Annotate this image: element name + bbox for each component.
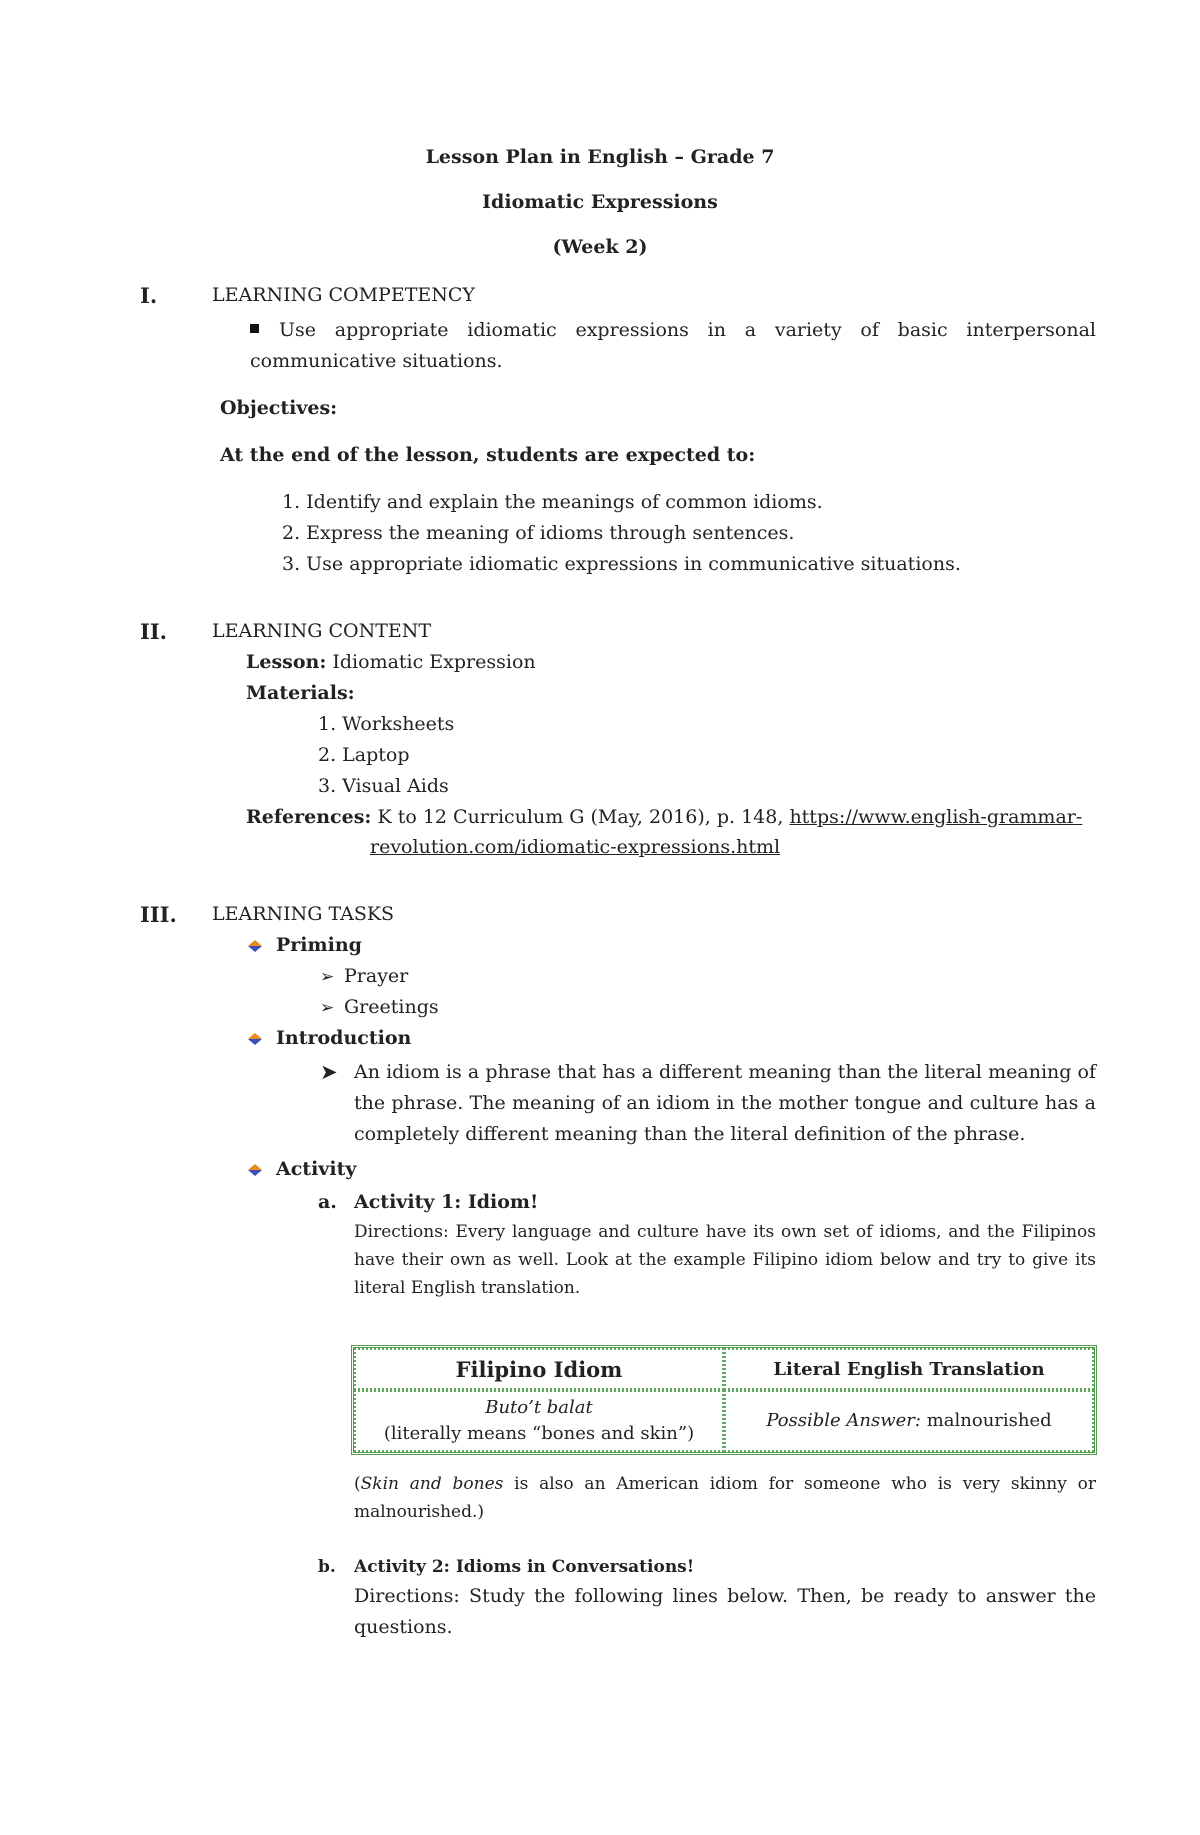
square-bullet-icon: [250, 324, 259, 333]
answer-cell: [724, 1390, 1094, 1452]
section-1-numeral: I.: [140, 283, 158, 308]
introduction-item: [248, 1023, 411, 1054]
diamond-bullet-icon: [248, 1164, 260, 1176]
objectives-label: Objectives:: [220, 397, 338, 419]
table-header-row: [354, 1348, 1094, 1390]
section-2-numeral: II.: [140, 619, 167, 644]
note-rest: is also an American idiom for someone who is very skinny or malnourished.): [354, 1474, 1096, 1522]
answer-value: malnourished: [926, 1410, 1052, 1431]
references-label: References:: [246, 806, 372, 828]
material-item: 2. Laptop: [318, 744, 410, 766]
references-link-part-2[interactable]: revolution.com/idiomatic-expressions.html: [370, 836, 781, 858]
introduction-text: An idiom is a phrase that has a different meaning than the literal meaning of the phrase. The meaning of an idiom in the mother tongue and culture has a completely different meaning than the literal definition of the phrase.: [354, 1061, 1096, 1145]
section-3-heading: LEARNING TASKS: [212, 903, 395, 925]
priming-subitem-text: Prayer: [344, 965, 409, 987]
activity-1-directions: Directions: Every language and culture have its own set of idioms, and the Filipinos have their own as well. Look at the example Filipino idiom below and try to give its literal English translation.: [354, 1222, 1096, 1298]
activity-1-note: [354, 1470, 1096, 1526]
activity-1-title: Activity 1: Idiom!: [354, 1191, 539, 1213]
priming-subitem-text: Greetings: [344, 996, 439, 1018]
lesson-label: Lesson:: [246, 651, 327, 673]
section-1-heading: LEARNING COMPETENCY: [212, 284, 475, 306]
idiom-note: (literally means “bones and skin”): [383, 1423, 695, 1444]
table-row: [354, 1390, 1094, 1452]
note-italic: Skin and bones: [360, 1474, 504, 1494]
table-header-cell: Literal English Translation: [724, 1348, 1094, 1390]
lesson-value: Idiomatic Expression: [332, 651, 536, 673]
introduction-label: Introduction: [276, 1027, 412, 1049]
activity-item: [248, 1154, 356, 1185]
idiom-text: Buto’t balat: [485, 1397, 593, 1418]
idiom-cell: [354, 1390, 724, 1452]
note-prefix: (: [354, 1474, 361, 1494]
objective-item: 1. Identify and explain the meanings of common idioms.: [282, 491, 823, 513]
activity-2-directions: Directions: Study the following lines below. Then, be ready to answer the questions.: [354, 1585, 1096, 1638]
objective-item: 2. Express the meaning of idioms through sentences.: [282, 522, 795, 544]
materials-label: Materials:: [246, 682, 355, 704]
objectives-intro: At the end of the lesson, students are expected to:: [220, 444, 756, 466]
references-text: K to 12 Curriculum G (May, 2016), p. 148,: [377, 806, 784, 828]
diamond-bullet-icon: [248, 1033, 260, 1045]
diamond-bullet-icon: [248, 940, 260, 952]
arrow-bullet-icon: ➢: [320, 998, 335, 1018]
references-line: [246, 802, 1096, 833]
priming-label: Priming: [276, 934, 362, 956]
references-link-continued: [370, 832, 780, 863]
document-week: (Week 2): [552, 236, 648, 258]
section-2-heading: LEARNING CONTENT: [212, 620, 432, 642]
material-item: 1. Worksheets: [318, 713, 455, 735]
lesson-line: [246, 647, 536, 678]
activity-1-letter: a.: [318, 1191, 337, 1213]
competency-text: Use appropriate idiomatic expressions in a variety of basic interpersonal communicative situations.: [250, 319, 1096, 372]
priming-subitem: [320, 961, 408, 993]
material-item: 3. Visual Aids: [318, 775, 449, 797]
priming-subitem: [320, 992, 439, 1024]
activity-label: Activity: [276, 1158, 357, 1180]
idiom-table: [351, 1345, 1097, 1455]
table-header-cell: Filipino Idiom: [354, 1348, 724, 1390]
activity-2-title: Activity 2: Idioms in Conversations!: [354, 1557, 695, 1577]
activity-2-letter: b.: [318, 1557, 336, 1577]
objective-item: 3. Use appropriate idiomatic expressions in communicative situations.: [282, 553, 961, 575]
document-subtitle: Idiomatic Expressions: [482, 191, 718, 213]
document-title: Lesson Plan in English – Grade 7: [425, 146, 775, 168]
references-link[interactable]: https://www.english-grammar-: [789, 806, 1083, 828]
competency-item: [250, 315, 1096, 377]
answer-label: Possible Answer:: [766, 1410, 921, 1431]
section-3-numeral: III.: [140, 902, 177, 927]
arrow-bullet-icon: ➤: [320, 1060, 338, 1084]
arrow-bullet-icon: ➢: [320, 967, 335, 987]
priming-item: [248, 930, 362, 961]
